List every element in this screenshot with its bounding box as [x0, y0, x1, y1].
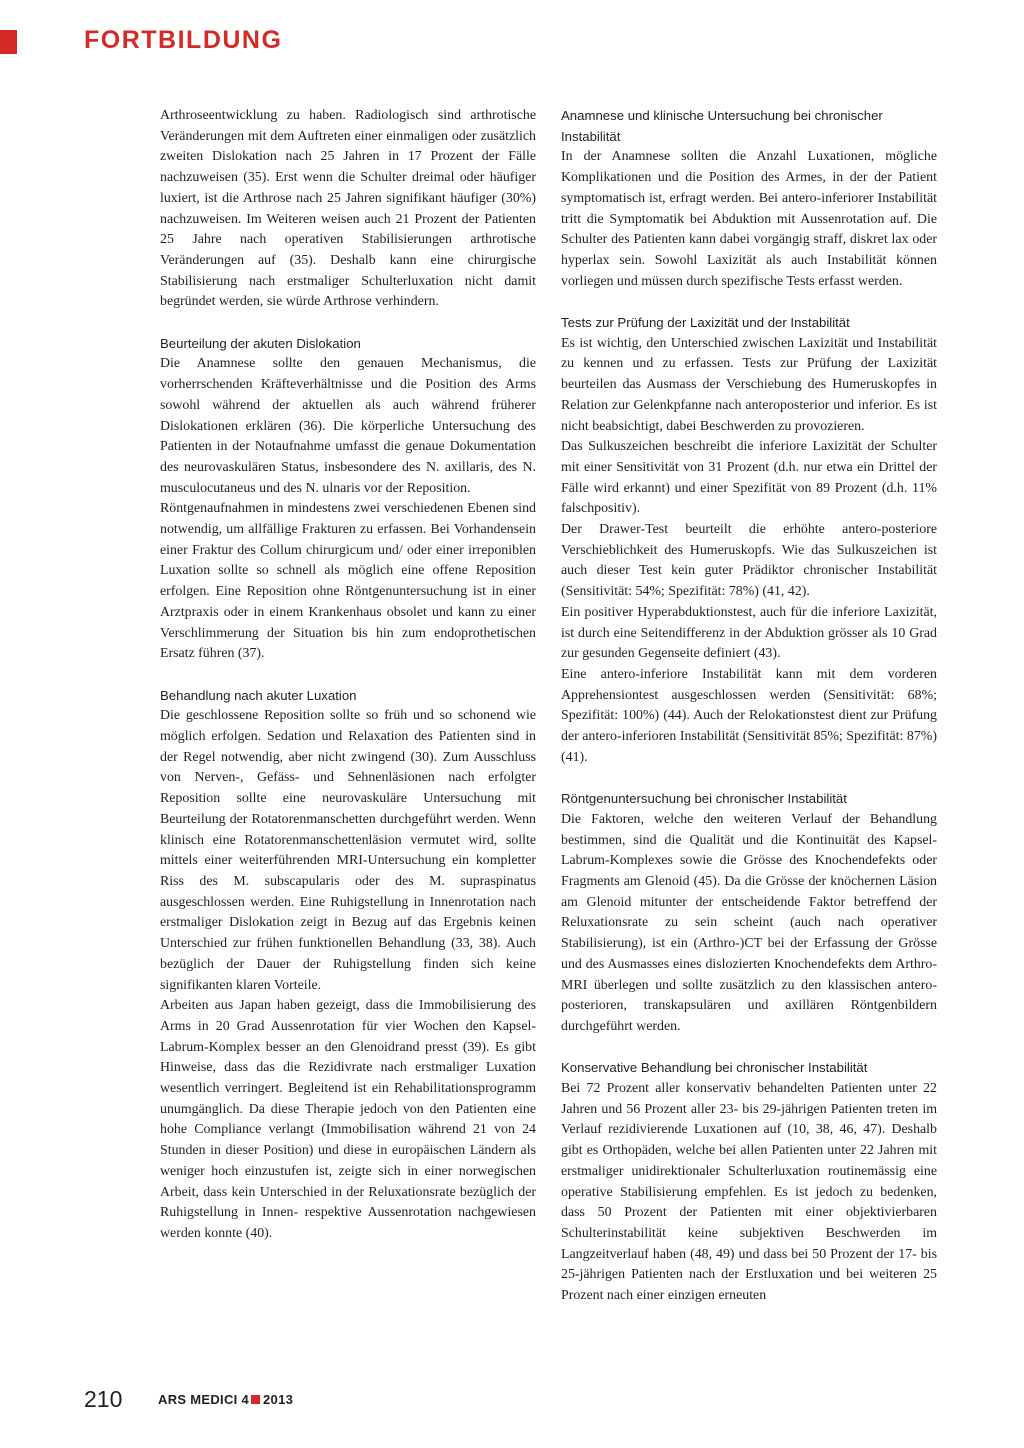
paragraph: Der Drawer-Test beurteilt die erhöhte antero-posteriore Verschieblichkeit des Humeruskopfs. Wie das Sulkuszeichen ist auch dieser Test kein guter Prädiktor chronischer Instabilität (Sensitivität: 54%; Spezifität: 78%) (41, 42).: [561, 522, 937, 600]
page-number: 210: [84, 1386, 123, 1412]
paragraph: In der Anamnese sollten die Anzahl Luxationen, mögliche Komplikationen und die Position des Armes, in der der Patient symptomatisch ist, erfragt werden. Bei antero-inferiorer Instabilität tritt die Symptomatik bei Abduktion mit Aussenrotation auf. Die Schulter des Patienten kann dabei vorgängig straff, diskret lax oder hyperlax sein. Sowohl Laxizität als auch Instabilität können vorliegen und müssen durch spezifische Tests erfasst werden.: [561, 149, 937, 289]
magazine-issue: [158, 1392, 293, 1407]
paragraph: Eine antero-inferiore Instabilität kann mit dem vorderen Apprehensiontest ausgeschlossen werden (Sensitivität: 68%; Spezifität: 100%) (44). Auch der Relokationstest dient zur Prüfung der antero-inferioren Instabilität (Sensitivität 85%; Spezifität: 87%) (41).: [561, 666, 937, 765]
section-title: FORTBILDUNG: [84, 26, 283, 54]
magazine-name: ARS MEDICI 4: [158, 1392, 250, 1407]
heading-konservativ: Konservative Behandlung bei chronischer Instabilität: [561, 1060, 868, 1076]
paragraph: Röntgenaufnahmen in mindestens zwei verschiedenen Ebenen sind notwendig, um allfällige Frakturen zu erfassen. Bei Vorhandensein einer Fraktur des Collum chirurgicum und/ oder einer irreponiblen Luxation sollte so schnell als möglich eine offene Reposition erfolgen. Eine Reposition ohne Röntgenuntersuchung ist in einer Arztpraxis oder in einem Krankenhaus obsolet und kann zu einer Verschlimmerung der Situation bis hin zum endoprothetischen Ersatz führen (37).: [160, 501, 536, 662]
left-column: [160, 106, 536, 1245]
heading-behandlung-akute-luxation: Behandlung nach akuter Luxation: [160, 687, 357, 703]
square-bullet-icon: [251, 1395, 260, 1404]
paragraph: Die Faktoren, welche den weiteren Verlauf der Behandlung bestimmen, sind die Qualität und die Kontinuität des Kapsel-Labrum-Komplexes sowie die Grösse des Knochendefekts oder Fragments am Glenoid (45). Da die Grösse der knöchernen Läsion am Glenoid mitunter der entscheidende Faktor betreffend der Reluxationsrate zu sein scheint (auch nach operativer Stabilisierung), ist ein (Arthro-)CT bei der Erfassung der Grösse und des Ausmasses eines dislozierten Knochendefekts dem Arthro-MRI überlegen und sollte zusätzlich zu den klassischen antero-posterioren, transkapsulären und axillären Röntgenbildern durchgeführt werden.: [561, 811, 937, 1034]
paragraph: Arthroseentwicklung zu haben. Radiologisch sind arthrotische Veränderungen mit dem Auftreten einer einmaligen oder zusätzlich zweiten Dislokation nach 25 Jahren in 17 Prozent der Fälle nachzuweisen (35). Erst wenn die Schulter dreimal oder häufiger luxiert, ist die Arthrose nach 25 Jahren signifikant häufiger (30%) nachzuweisen. Im Weiteren weisen auch 21 Prozent der Patienten 25 Jahre nach operativen Stabilisierungen arthrotische Veränderungen auf (35). Deshalb kann eine chirurgische Stabilisierung nach erstmaliger Schulterluxation nicht damit begründet werden, sie würde Arthrose verhindern.: [160, 108, 536, 310]
issue-year: 2013: [263, 1392, 294, 1407]
heading-anamnese: Anamnese und klinische Untersuchung bei chronischer Instabilität: [561, 108, 883, 144]
heading-tests: Tests zur Prüfung der Laxizität und der Instabilität: [561, 315, 850, 331]
paragraph: Die Anamnese sollte den genauen Mechanismus, die vorherrschenden Kräfteverhältnisse und die Position des Arms sowohl während der aktuellen als auch während früherer Dislokationen erklären (36). Die körperliche Untersuchung des Patienten in der Notaufnahme umfasst die genaue Dokumentation des neurovaskulären Status, insbesondere des N. axillaris, des N. musculocutaneus und des N. ulnaris vor der Reposition.: [160, 356, 536, 496]
heading-roentgen: Röntgenuntersuchung bei chronischer Instabilität: [561, 791, 847, 807]
heading-akute-dislokation: Beurteilung der akuten Dislokation: [160, 335, 361, 351]
paragraph: Es ist wichtig, den Unterschied zwischen Laxizität und Instabilität zu kennen und zu erfassen. Tests zur Prüfung der Laxizität beurteilen das Ausmass der Verschiebung des Humeruskopfes in Relation zur Gelenkpfanne nach anteroposterior und inferior. Es ist nicht beabsichtigt, dabei Beschwerden zu provozieren.: [561, 335, 937, 434]
right-column: [561, 106, 937, 1307]
paragraph: Die geschlossene Reposition sollte so früh und so schonend wie möglich erfolgen. Sedation und Relaxation des Patienten sind in der Regel notwendig, aber nicht zwingend (30). Zum Ausschluss von Nerven-, Gefäss- und Sehnenläsionen nach erfolgter Reposition sollte eine neurovaskuläre Untersuchung mit Beurteilung der Rotatorenmanschetten durchgeführt werden. Wenn klinisch eine Rotatorenmanschettenläsion vermutet wird, sollte mittels einer weiterführenden MRI-Untersuchung ein kompletter Riss des M. subscapularis oder des M. supraspinatus ausgeschlossen werden. Eine Ruhigstellung in Innenrotation nach erstmaliger Dislokation zeigt in Bezug auf das Ergebnis keinen Unterschied zur frühen funktionellen Behandlung (33, 38). Auch bezüglich der Dauer der Ruhigstellung finden sich keine signifikanten klaren Vorteile.: [160, 708, 536, 993]
paragraph: Bei 72 Prozent aller konservativ behandelten Patienten unter 22 Jahren und 56 Prozent aller 23- bis 29-jährigen Patienten treten im Verlauf rezidivierende Luxationen auf (10, 38, 46, 47). Deshalb gibt es Orthopäden, welche bei allen Patienten unter 22 Jahren mit erstmaliger unidirektionaler Schulterluxation routinemässig eine operative Stabilisierung empfehlen. Es ist jedoch zu bedenken, dass 50 Prozent der Patienten mit einer objektivierbaren Schulterinstabilität keine subjektiven Beschwerden im Langzeitverlauf haben (48, 49) und dass bei 50 Prozent der 17- bis 25-jährigen Patienten nach der Erstluxation und bei weiteren 25 Prozent nach einer einzigen erneuten: [561, 1081, 937, 1304]
paragraph: Arbeiten aus Japan haben gezeigt, dass die Immobilisierung des Arms in 20 Grad Aussenrotation für vier Wochen den Kapsel-Labrum-Komplex besser an den Glenoidrand presst (39). Es gibt Hinweise, dass das die Rezidivrate nach erstmaliger Luxation wesentlich verringert. Begleitend ist ein Rehabilitationsprogramm unumgänglich. Da diese Therapie jedoch von den Patienten eine hohe Compliance verlangt (Immobilisation während 21 von 24 Stunden in dieser Position) und diese in europäischen Ländern als weniger hoch einzustufen ist, zeigte sich in einer norwegischen Arbeit, dass kein Unterschied in der Reluxationsrate bezüglich der Ruhigstellung in Innen- respektive Aussenrotation nachgewiesen werden konnte (40).: [160, 998, 536, 1241]
paragraph: Ein positiver Hyperabduktionstest, auch für die inferiore Laxizität, ist durch eine Seitendifferenz in der Abduktion grösser als 10 Grad zur gesunden Gegenseite definiert (43).: [561, 604, 937, 662]
paragraph: Das Sulkuszeichen beschreibt die inferiore Laxizität der Schulter mit einer Sensitivität von 31 Prozent (d.h. nur etwa ein Drittel der Fälle wird erkannt) und einer Spezifität von 89 Prozent (d.h. 11% falschpositiv).: [561, 439, 937, 517]
section-color-marker: [0, 30, 17, 54]
